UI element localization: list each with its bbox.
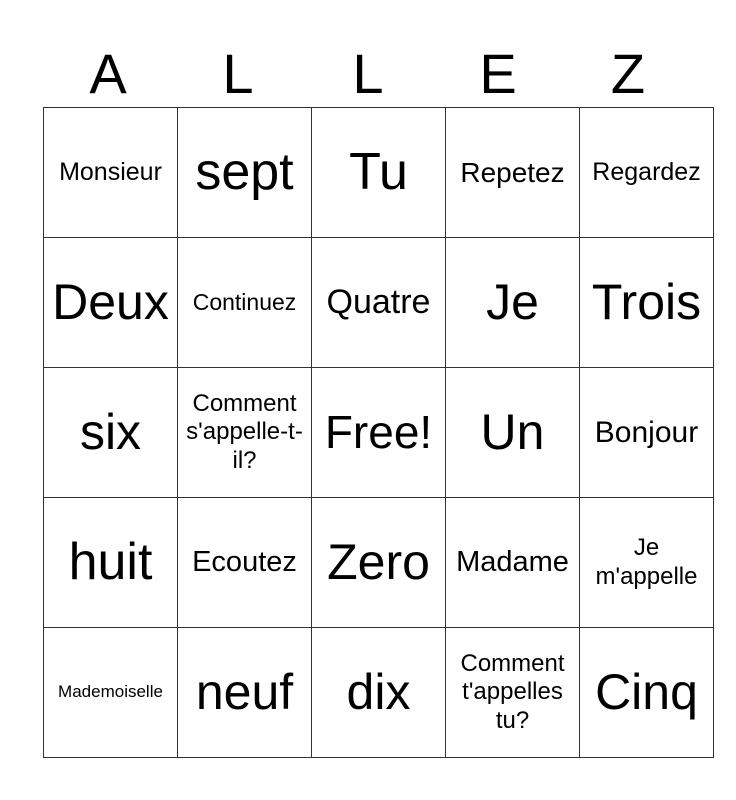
bingo-cell[interactable]: Trois	[580, 238, 714, 368]
bingo-cell[interactable]: Je	[446, 238, 580, 368]
header-letter: L	[352, 42, 384, 105]
bingo-cell[interactable]: Madame	[446, 498, 580, 628]
header-letter: A	[89, 42, 127, 105]
bingo-cell[interactable]: Comment s'appelle-t-il?	[178, 368, 312, 498]
board-row	[44, 108, 714, 238]
bingo-cell[interactable]: dix	[312, 628, 446, 758]
board-row	[44, 238, 714, 368]
bingo-cell[interactable]: Deux	[44, 238, 178, 368]
bingo-cell[interactable]: Mademoiselle	[44, 628, 178, 758]
bingo-cell[interactable]: Cinq	[580, 628, 714, 758]
board-row	[44, 628, 714, 758]
bingo-cell[interactable]: Monsieur	[44, 108, 178, 238]
bingo-cell[interactable]: Free!	[312, 368, 446, 498]
bingo-header	[43, 40, 693, 108]
bingo-cell[interactable]: Ecoutez	[178, 498, 312, 628]
header-letter: Z	[610, 42, 646, 105]
header-letter: L	[222, 42, 254, 105]
bingo-cell[interactable]: Continuez	[178, 238, 312, 368]
bingo-cell[interactable]: sept	[178, 108, 312, 238]
bingo-cell[interactable]: Repetez	[446, 108, 580, 238]
bingo-cell[interactable]: Regardez	[580, 108, 714, 238]
bingo-cell[interactable]: Un	[446, 368, 580, 498]
bingo-cell[interactable]: Quatre	[312, 238, 446, 368]
bingo-cell[interactable]: Bonjour	[580, 368, 714, 498]
bingo-cell[interactable]: six	[44, 368, 178, 498]
bingo-cell[interactable]: neuf	[178, 628, 312, 758]
bingo-cell[interactable]: Je m'appelle	[580, 498, 714, 628]
bingo-cell[interactable]: Comment t'appelles tu?	[446, 628, 580, 758]
header-letter: E	[479, 42, 517, 105]
bingo-cell[interactable]: huit	[44, 498, 178, 628]
board-row	[44, 498, 714, 628]
bingo-board	[43, 107, 714, 758]
bingo-cell[interactable]: Zero	[312, 498, 446, 628]
board-row	[44, 368, 714, 498]
bingo-cell[interactable]: Tu	[312, 108, 446, 238]
